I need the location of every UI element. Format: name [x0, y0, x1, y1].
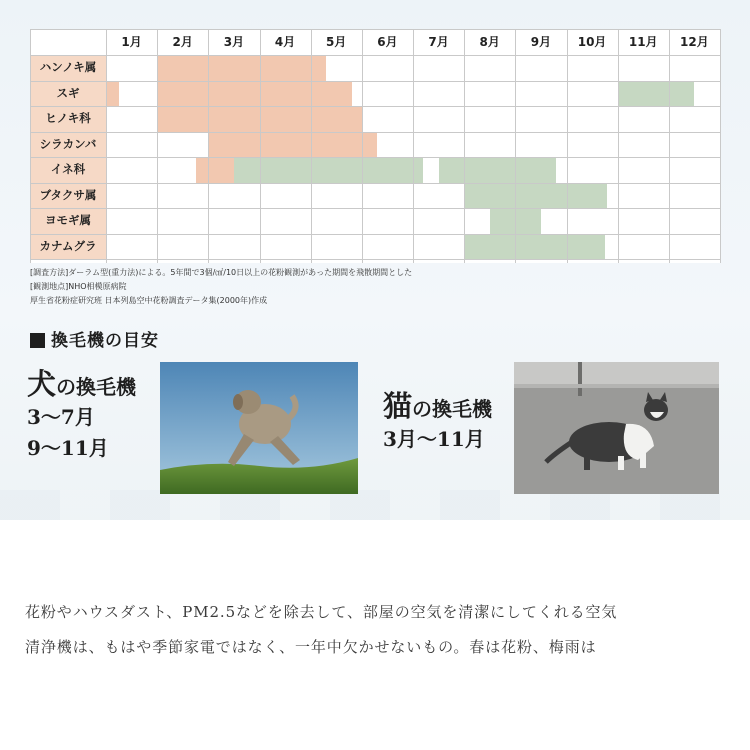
grid-line	[30, 234, 720, 235]
dog-caption-title: 犬の換毛機	[27, 367, 137, 401]
dog-shedding-caption	[27, 369, 136, 464]
pollen-period-bar	[618, 81, 695, 107]
month-header: 8月	[479, 35, 500, 49]
pollen-period-bar	[439, 157, 557, 183]
cat-shedding-caption	[383, 391, 492, 455]
row-label: イネ科	[50, 162, 86, 176]
month-header: 4月	[274, 35, 296, 49]
month-header: 2月	[172, 35, 193, 49]
month-header: 9月	[530, 35, 552, 49]
month-header: 3月	[223, 35, 245, 49]
grid-line	[30, 183, 720, 184]
month-header: 11月	[628, 35, 658, 49]
section-heading	[30, 326, 159, 351]
grid-line	[413, 29, 414, 263]
pollen-period-bar	[234, 157, 423, 183]
month-header: 12月	[680, 35, 709, 49]
grid-line	[464, 29, 465, 263]
watermark-logo	[0, 490, 750, 520]
pollen-period-bar	[157, 81, 351, 107]
note-source: 厚生省花粉症研究班 日本列島空中花粉調査データ集(2000年)作成	[30, 296, 268, 305]
note-observation-site: [観測地点]NHO相模原病院	[30, 282, 127, 291]
row-label: ハンノキ属	[39, 60, 97, 74]
pollen-period-bar	[464, 183, 607, 209]
row-label: ブタクサ属	[39, 187, 97, 202]
row-label: スギ	[56, 85, 80, 100]
grid-line	[30, 55, 720, 56]
description-text	[25, 595, 745, 665]
month-header: 10月	[577, 35, 607, 49]
grid-line	[30, 208, 720, 209]
grid-line	[157, 29, 158, 263]
description-line-2: 清浄機は、もはや季節家電ではなく、一年中欠かせないもの。春は花粉、梅雨は	[25, 638, 597, 656]
survey-notes	[30, 266, 630, 308]
grid-line	[30, 259, 720, 260]
grid-line	[106, 29, 107, 263]
cat-period: 3月〜11月	[383, 427, 485, 451]
grid-line	[30, 132, 720, 133]
pollen-period-bar	[464, 234, 605, 260]
grid-line	[567, 29, 568, 263]
month-header: 1月	[121, 35, 142, 49]
grid-line	[208, 29, 209, 263]
grid-line	[30, 157, 720, 158]
heading-square-icon	[30, 333, 45, 348]
grid-line	[30, 106, 720, 107]
row-label: シラカンバ	[39, 136, 97, 151]
pollen-period-bar	[106, 81, 119, 107]
grid-line	[362, 29, 363, 263]
pollen-calendar-table	[30, 29, 720, 263]
dog-photo	[160, 362, 358, 494]
row-label: ヒノキ科	[45, 111, 91, 125]
cat-photo	[514, 362, 719, 494]
dog-period-2: 9〜11月	[27, 436, 109, 460]
pollen-period-bar	[208, 132, 377, 158]
month-header: 5月	[326, 35, 347, 49]
month-header: 7月	[428, 35, 449, 49]
section-heading-text: 換毛機の目安	[51, 331, 159, 351]
grid-line	[260, 29, 261, 263]
grid-line	[30, 81, 720, 82]
row-label: ヨモギ属	[45, 213, 91, 227]
pollen-period-bar	[157, 55, 326, 81]
row-label: カナムグラ	[39, 238, 97, 253]
grid-line	[669, 29, 670, 263]
grid-line	[618, 29, 619, 263]
note-survey-method: [調査方法]ダーラム型(重力法)による。5年間で3個/㎠/10日以上の花粉観測があった期間を飛散期間とした	[30, 268, 413, 277]
grid-line	[720, 29, 721, 263]
cat-caption-title: 猫の換毛機	[383, 389, 493, 423]
pollen-period-bar	[196, 157, 234, 183]
dog-period-1: 3〜7月	[27, 405, 95, 429]
month-header: 6月	[377, 35, 398, 49]
description-line-1: 花粉やハウスダスト、PM2.5などを除去して、部屋の空気を清潔にしてくれる空気	[25, 603, 618, 621]
grid-line	[311, 29, 312, 263]
grid-line	[515, 29, 516, 263]
